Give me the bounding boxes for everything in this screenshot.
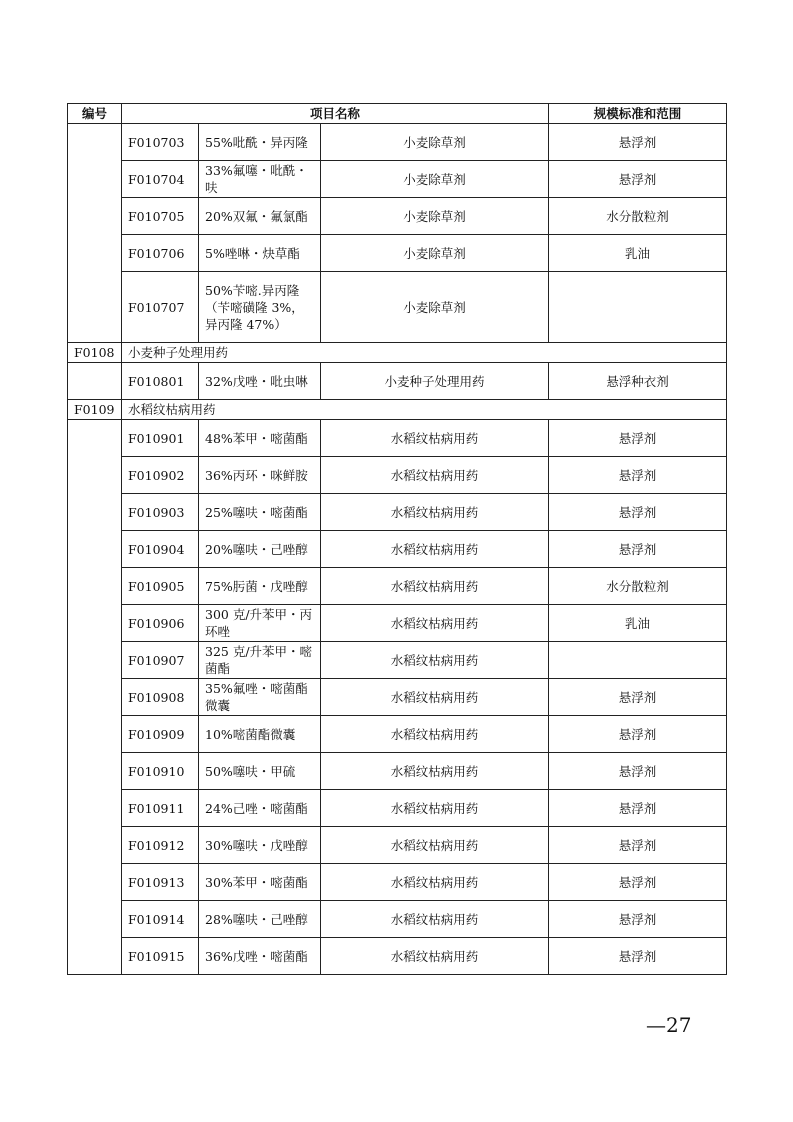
section-code: F0108 (68, 343, 122, 363)
table-row (68, 272, 727, 343)
item-code: F010903 (122, 494, 199, 531)
header-code: 编号 (68, 104, 122, 124)
item-use: 小麦除草剂 (321, 235, 549, 272)
group-spacer (68, 363, 122, 400)
item-use: 水稻纹枯病用药 (321, 790, 549, 827)
group-spacer (68, 420, 122, 975)
item-code: F010707 (122, 272, 199, 343)
item-scope: 悬浮剂 (549, 457, 727, 494)
item-scope: 悬浮剂 (549, 864, 727, 901)
table-row (68, 124, 727, 161)
item-use: 水稻纹枯病用药 (321, 568, 549, 605)
item-scope: 水分散粒剂 (549, 198, 727, 235)
table-row (68, 605, 727, 642)
table-row (68, 531, 727, 568)
table-row (68, 679, 727, 716)
item-code: F010910 (122, 753, 199, 790)
item-name: 55%吡酰・异丙隆 (199, 124, 321, 161)
item-code: F010905 (122, 568, 199, 605)
item-code: F010908 (122, 679, 199, 716)
item-code: F010915 (122, 938, 199, 975)
item-use: 水稻纹枯病用药 (321, 901, 549, 938)
table-row (68, 420, 727, 457)
item-scope: 悬浮剂 (549, 494, 727, 531)
table-row (68, 568, 727, 605)
item-use: 水稻纹枯病用药 (321, 642, 549, 679)
item-code: F010912 (122, 827, 199, 864)
table-row (68, 790, 727, 827)
item-name: 20%噻呋・己唑醇 (199, 531, 321, 568)
table-row (68, 235, 727, 272)
item-scope (549, 642, 727, 679)
item-scope: 悬浮剂 (549, 790, 727, 827)
item-use: 水稻纹枯病用药 (321, 938, 549, 975)
header-scope: 规模标准和范围 (549, 104, 727, 124)
item-scope (549, 272, 727, 343)
item-scope: 悬浮剂 (549, 938, 727, 975)
header-row (68, 104, 727, 124)
item-name: 10%嘧菌酯微囊 (199, 716, 321, 753)
item-name: 20%双氟・氟氯酯 (199, 198, 321, 235)
item-name: 50%苄嘧.异丙隆（苄嘧磺隆 3%，异丙隆 47%） (199, 272, 321, 343)
section-code: F0109 (68, 400, 122, 420)
table-row (68, 363, 727, 400)
table-row (68, 642, 727, 679)
item-name: 33%氟噻・吡酰・呋 (199, 161, 321, 198)
item-scope: 悬浮剂 (549, 420, 727, 457)
item-scope: 悬浮剂 (549, 161, 727, 198)
item-code: F010904 (122, 531, 199, 568)
item-code: F010706 (122, 235, 199, 272)
section-row (68, 400, 727, 420)
table-row (68, 716, 727, 753)
item-code: F010911 (122, 790, 199, 827)
item-name: 36%戊唑・嘧菌酯 (199, 938, 321, 975)
table-row (68, 494, 727, 531)
item-use: 水稻纹枯病用药 (321, 864, 549, 901)
item-use: 小麦除草剂 (321, 161, 549, 198)
item-name: 35%氟唑・嘧菌酯微囊 (199, 679, 321, 716)
item-use: 水稻纹枯病用药 (321, 531, 549, 568)
item-name: 28%噻呋・己唑醇 (199, 901, 321, 938)
item-scope: 悬浮剂 (549, 531, 727, 568)
item-code: F010705 (122, 198, 199, 235)
table-row (68, 864, 727, 901)
item-use: 水稻纹枯病用药 (321, 753, 549, 790)
section-title: 小麦种子处理用药 (122, 343, 727, 363)
table-row (68, 457, 727, 494)
item-name: 32%戊唑・吡虫啉 (199, 363, 321, 400)
item-use: 水稻纹枯病用药 (321, 827, 549, 864)
item-use: 水稻纹枯病用药 (321, 679, 549, 716)
group-spacer (68, 124, 122, 343)
item-scope: 悬浮剂 (549, 901, 727, 938)
pesticide-table (67, 103, 727, 975)
page-number: —27 (646, 1013, 692, 1037)
table-row (68, 198, 727, 235)
header-name: 项目名称 (122, 104, 549, 124)
item-scope: 悬浮剂 (549, 124, 727, 161)
table-row (68, 753, 727, 790)
item-use: 水稻纹枯病用药 (321, 494, 549, 531)
item-scope: 悬浮剂 (549, 753, 727, 790)
item-use: 小麦除草剂 (321, 198, 549, 235)
item-use: 水稻纹枯病用药 (321, 716, 549, 753)
item-name: 30%苯甲・嘧菌酯 (199, 864, 321, 901)
item-name: 48%苯甲・嘧菌酯 (199, 420, 321, 457)
item-code: F010801 (122, 363, 199, 400)
item-scope: 乳油 (549, 605, 727, 642)
item-name: 24%己唑・嘧菌酯 (199, 790, 321, 827)
item-name: 50%噻呋・甲硫 (199, 753, 321, 790)
item-code: F010914 (122, 901, 199, 938)
item-use: 水稻纹枯病用药 (321, 420, 549, 457)
item-code: F010704 (122, 161, 199, 198)
item-scope: 乳油 (549, 235, 727, 272)
table-row (68, 901, 727, 938)
section-title: 水稻纹枯病用药 (122, 400, 727, 420)
item-use: 水稻纹枯病用药 (321, 605, 549, 642)
table-row (68, 827, 727, 864)
item-name: 300 克/升苯甲・丙环唑 (199, 605, 321, 642)
item-scope: 悬浮剂 (549, 716, 727, 753)
item-code: F010909 (122, 716, 199, 753)
item-name: 30%噻呋・戊唑醇 (199, 827, 321, 864)
item-scope: 悬浮种衣剂 (549, 363, 727, 400)
section-row (68, 343, 727, 363)
item-code: F010703 (122, 124, 199, 161)
item-name: 75%肟菌・戊唑醇 (199, 568, 321, 605)
item-code: F010906 (122, 605, 199, 642)
table-row (68, 938, 727, 975)
table-row (68, 161, 727, 198)
item-use: 水稻纹枯病用药 (321, 457, 549, 494)
item-name: 325 克/升苯甲・嘧菌酯 (199, 642, 321, 679)
item-code: F010913 (122, 864, 199, 901)
item-name: 36%丙环・咪鲜胺 (199, 457, 321, 494)
item-name: 5%唑啉・炔草酯 (199, 235, 321, 272)
item-use: 小麦种子处理用药 (321, 363, 549, 400)
item-scope: 水分散粒剂 (549, 568, 727, 605)
item-scope: 悬浮剂 (549, 827, 727, 864)
item-use: 小麦除草剂 (321, 124, 549, 161)
item-code: F010907 (122, 642, 199, 679)
f0109-rows (68, 420, 727, 975)
item-use: 小麦除草剂 (321, 272, 549, 343)
item-scope: 悬浮剂 (549, 679, 727, 716)
item-code: F010901 (122, 420, 199, 457)
item-name: 25%噻呋・嘧菌酯 (199, 494, 321, 531)
item-code: F010902 (122, 457, 199, 494)
